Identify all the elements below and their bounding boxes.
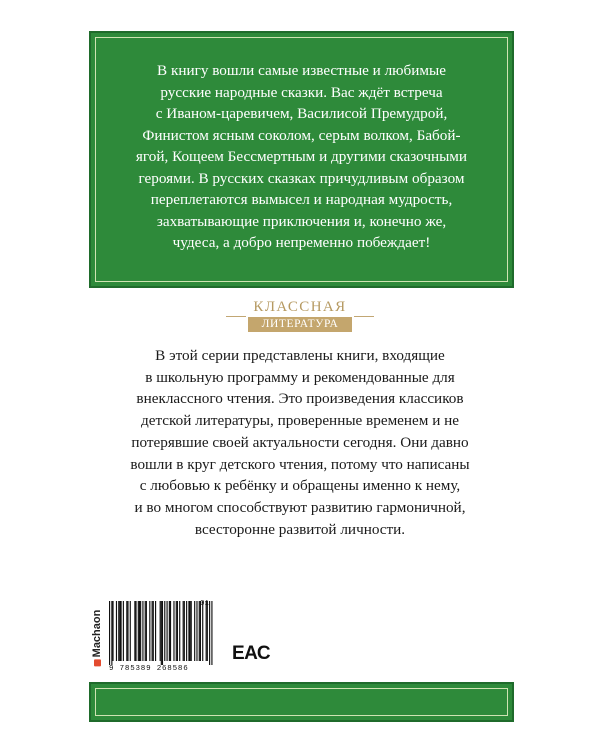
barcode-bar (169, 601, 170, 661)
isbn-barcode (107, 601, 217, 675)
barcode-bar (119, 601, 120, 661)
annotation-panel (89, 31, 514, 288)
description-line: потерявшие своей актуальности сегодня. Они давно (131, 433, 469, 451)
barcode-bar (155, 601, 156, 661)
barcode-bar (186, 601, 187, 661)
description-line: вошли в круг детского чтения, потому что написаны (130, 455, 470, 473)
barcode-bar (161, 601, 162, 665)
barcode-bar (194, 601, 195, 661)
barcode-bar (200, 601, 201, 661)
barcode-bar (126, 601, 127, 661)
description-line: и во многом способствуют развитию гармоничной, (134, 498, 466, 516)
barcode-bar (160, 601, 161, 661)
barcode-bar (139, 601, 140, 661)
description-line: детской литературы, проверенные временем и не (140, 412, 459, 430)
barcode-bar (135, 601, 136, 661)
eac-certification-mark: ЕАС (232, 643, 271, 664)
barcode-bar (121, 601, 122, 661)
barcode-bar (177, 601, 178, 661)
barcode-bar (152, 601, 153, 661)
barcode-bar (202, 601, 203, 661)
barcode-bar (112, 601, 113, 661)
annotation-line: В книгу вошли самые известные и любимые (157, 62, 446, 79)
barcode-bar (196, 601, 197, 661)
barcode-bar (170, 601, 171, 661)
barcode-bar (173, 601, 174, 661)
logo-rule-left (226, 316, 246, 317)
barcode-bar (179, 601, 180, 661)
barcode-bar (207, 601, 208, 661)
description-line: с любовью к ребёнку и обращены именно к нему, (139, 477, 461, 495)
barcode-bar (199, 601, 200, 661)
barcode-bar (149, 601, 150, 661)
series-title-top: КЛАССНАЯ (253, 299, 347, 315)
series-description (60, 345, 540, 540)
publisher-name: Machaon (91, 609, 103, 658)
barcode-bar (109, 601, 110, 665)
annotation-text (109, 60, 494, 254)
annotation-line: переплетаются вымысел и народная мудрость, (150, 191, 453, 208)
barcode-bar (209, 601, 210, 665)
barcode-bar (184, 601, 185, 661)
barcode-bar (176, 601, 177, 661)
barcode-bar (211, 601, 212, 665)
publisher-logo-text (91, 610, 103, 667)
annotation-line: Финистом ясным соколом, серым волком, Бабой- (142, 126, 461, 144)
annotation-line: героями. В русских сказках причудливым образом (138, 169, 465, 187)
barcode-bar (111, 601, 112, 665)
barcode-bar (153, 601, 154, 661)
barcode-bar (183, 601, 184, 661)
bottom-panel-frame (95, 688, 508, 716)
barcode-bar (142, 601, 143, 661)
annotation-line: чудеса, а добро непременно побеждает! (172, 234, 431, 251)
series-title-bottom: ЛИТЕРАТУРА (248, 317, 352, 332)
barcode-bar (146, 601, 147, 661)
annotation-line: захватывающие приключения и, конечно же, (156, 212, 447, 230)
barcode-bar (167, 601, 168, 661)
barcode-bar (188, 601, 189, 661)
barcode-bar (134, 601, 135, 661)
publisher-mark-icon (94, 659, 101, 666)
barcode-bar (127, 601, 128, 661)
barcode-bar (138, 601, 139, 661)
barcode-digits: 9 785389 268586 (109, 665, 189, 673)
description-line: В этой серии представлены книги, входящие (155, 347, 445, 364)
barcode-bars (107, 601, 217, 665)
annotation-line: с Иваном-царевичем, Василисой Премудрой, (155, 105, 448, 122)
barcode-bar (190, 601, 191, 661)
logo-rule-right (354, 316, 374, 317)
series-logo (226, 299, 374, 335)
barcode-bar (118, 601, 119, 661)
barcode-addon: 01 (200, 600, 210, 608)
barcode-bar (191, 601, 192, 661)
description-line: внеклассного чтения. Это произведения классиков (136, 390, 464, 408)
barcode-bar (123, 601, 124, 661)
barcode-bar (162, 601, 163, 665)
annotation-line: русские народные сказки. Вас ждёт встреча (160, 83, 443, 101)
barcode-bar (145, 601, 146, 661)
barcode-bar (206, 601, 207, 661)
description-line: всесторонне развитой личности. (194, 520, 406, 538)
barcode-bar (164, 601, 165, 661)
annotation-line: ягой, Кощеем Бессмертным и другими сказочными (135, 148, 468, 165)
description-line: в школьную программу и рекомендованные для (145, 368, 455, 386)
bottom-panel (89, 682, 514, 722)
barcode-bar (116, 601, 117, 661)
publisher-logo (90, 601, 104, 675)
barcode-bar (140, 601, 141, 661)
barcode-bar (130, 601, 131, 661)
